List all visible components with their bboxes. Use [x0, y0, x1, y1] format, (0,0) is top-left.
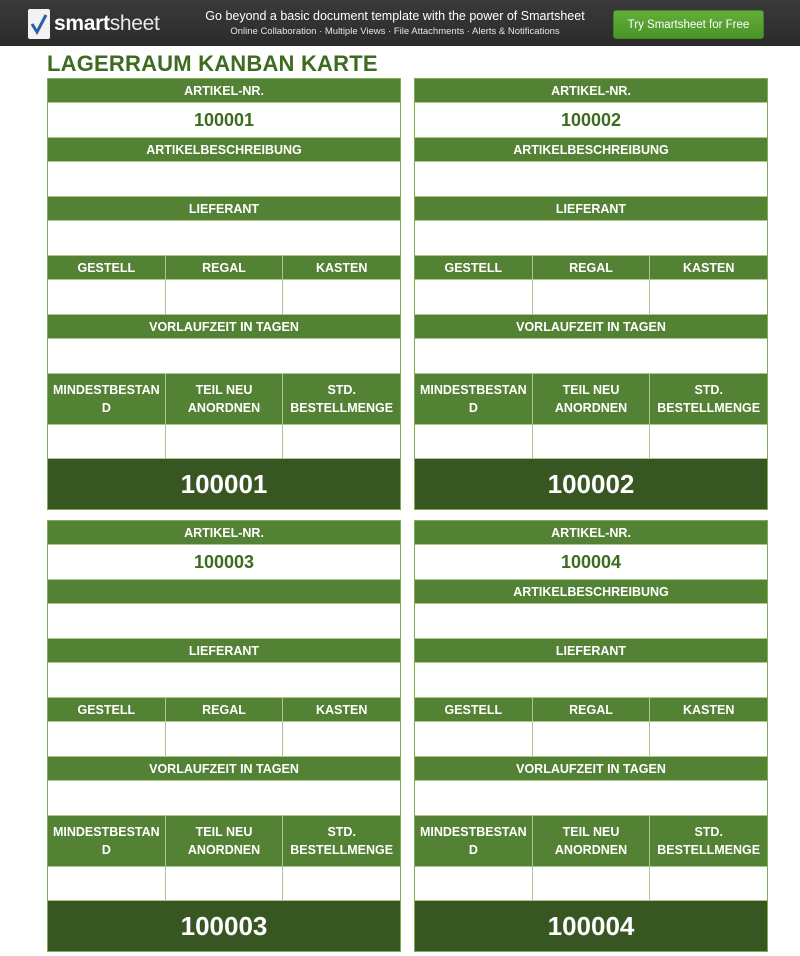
location-row [415, 279, 767, 315]
bestand-row [48, 424, 400, 459]
kasten-label: KASTEN [315, 702, 368, 717]
lieferant-row [48, 662, 400, 698]
teil-neu-anordnen-field[interactable] [533, 425, 651, 458]
artikelbeschreibung-field[interactable] [48, 162, 400, 196]
lieferant-row [48, 220, 400, 256]
location-header [415, 698, 767, 721]
regal-field[interactable] [533, 280, 651, 314]
vorlaufzeit-field[interactable] [415, 781, 767, 815]
artikel-nr-value[interactable]: 100003 [193, 551, 255, 572]
vorlaufzeit-row [415, 780, 767, 816]
gestell-label: GESTELL [48, 698, 166, 721]
vorlaufzeit-field[interactable] [415, 339, 767, 373]
lieferant-header [48, 197, 400, 220]
artikelbeschreibung-label [48, 580, 400, 603]
std-bestellmenge-field[interactable] [650, 425, 767, 458]
lieferant-label: LIEFERANT [188, 201, 260, 216]
regal-label: REGAL [166, 256, 284, 279]
vorlaufzeit-header [48, 757, 400, 780]
vorlaufzeit-header [415, 757, 767, 780]
card-footer-number: 100002 [415, 459, 767, 509]
vorlaufzeit-row [415, 338, 767, 374]
card-footer-number: 100004 [415, 901, 767, 951]
kanban-card-3 [47, 520, 401, 952]
regal-label: REGAL [533, 698, 651, 721]
artikelbeschreibung-row [48, 603, 400, 639]
bestand-header [48, 374, 400, 424]
artikel-nr-label: ARTIKEL-NR. [551, 83, 631, 98]
artikel-nr-header [48, 79, 400, 102]
vorlaufzeit-row [48, 338, 400, 374]
teil-neu-anordnen-label: TEIL NEU ANORDNEN [533, 816, 651, 866]
mindestbestand-label: MINDESTBESTAN D [415, 374, 533, 424]
artikel-nr-header [415, 79, 767, 102]
artikel-nr-label: ARTIKEL-NR. [551, 525, 631, 540]
gestell-label: GESTELL [415, 256, 533, 279]
lieferant-header [415, 197, 767, 220]
gestell-field[interactable] [415, 280, 533, 314]
kasten-field[interactable] [650, 722, 767, 756]
artikel-nr-header [415, 521, 767, 544]
artikelbeschreibung-label: ARTIKELBESCHREIBUNG [146, 142, 302, 157]
artikelbeschreibung-field[interactable] [415, 162, 767, 196]
checkmark-icon [28, 9, 50, 39]
mindestbestand-label: MINDESTBESTAN D [48, 816, 166, 866]
std-bestellmenge-label: STD. BESTELLMENGE [657, 825, 761, 857]
regal-field[interactable] [166, 280, 284, 314]
bestand-row [415, 866, 767, 901]
banner-tagline: Go beyond a basic document template with the power of Smartsheet [205, 9, 585, 23]
gestell-field[interactable] [48, 722, 166, 756]
std-bestellmenge-label: STD. BESTELLMENGE [290, 383, 394, 415]
location-row [415, 721, 767, 757]
vorlaufzeit-field[interactable] [48, 781, 400, 815]
artikelbeschreibung-field[interactable] [415, 604, 767, 638]
location-row [48, 721, 400, 757]
kasten-field[interactable] [283, 722, 400, 756]
artikel-nr-row [48, 102, 400, 138]
artikel-nr-row [415, 102, 767, 138]
vorlaufzeit-label: VORLAUFZEIT IN TAGEN [516, 319, 666, 334]
gestell-label: GESTELL [48, 256, 166, 279]
artikelbeschreibung-label: ARTIKELBESCHREIBUNG [513, 142, 669, 157]
vorlaufzeit-label: VORLAUFZEIT IN TAGEN [149, 319, 299, 334]
teil-neu-anordnen-field[interactable] [166, 425, 284, 458]
bestand-header [415, 374, 767, 424]
artikelbeschreibung-row [415, 603, 767, 639]
std-bestellmenge-field[interactable] [283, 425, 400, 458]
regal-label: REGAL [533, 256, 651, 279]
lieferant-row [415, 220, 767, 256]
artikel-nr-value[interactable]: 100004 [560, 551, 622, 572]
kasten-label: KASTEN [682, 702, 735, 717]
mindestbestand-label: MINDESTBESTAN D [415, 816, 533, 866]
lieferant-label: LIEFERANT [555, 643, 627, 658]
logo-wordmark: smartsheet [54, 12, 160, 35]
lieferant-header [48, 639, 400, 662]
bestand-row [48, 866, 400, 901]
gestell-field[interactable] [48, 280, 166, 314]
std-bestellmenge-field[interactable] [283, 867, 400, 900]
kanban-card-4 [414, 520, 768, 952]
artikel-nr-label: ARTIKEL-NR. [184, 525, 264, 540]
lieferant-label: LIEFERANT [188, 643, 260, 658]
lieferant-header [415, 639, 767, 662]
lieferant-field[interactable] [415, 663, 767, 697]
vorlaufzeit-row [48, 780, 400, 816]
bestand-row [415, 424, 767, 459]
kasten-field[interactable] [650, 280, 767, 314]
kanban-card-2 [414, 78, 768, 510]
regal-field[interactable] [166, 722, 284, 756]
vorlaufzeit-header [48, 315, 400, 338]
kasten-label: KASTEN [315, 260, 368, 275]
teil-neu-anordnen-field[interactable] [533, 867, 651, 900]
artikel-nr-header [48, 521, 400, 544]
lieferant-label: LIEFERANT [555, 201, 627, 216]
banner-features: Online Collaboration · Multiple Views · File Attachments · Alerts & Notifications [230, 26, 560, 37]
artikel-nr-label: ARTIKEL-NR. [184, 83, 264, 98]
location-header [415, 256, 767, 279]
regal-label: REGAL [166, 698, 284, 721]
artikel-nr-row [415, 544, 767, 580]
card-footer-number: 100003 [48, 901, 400, 951]
teil-neu-anordnen-label: TEIL NEU ANORDNEN [166, 816, 284, 866]
mindestbestand-label: MINDESTBESTAN D [48, 374, 166, 424]
teil-neu-anordnen-label: TEIL NEU ANORDNEN [166, 374, 284, 424]
bestand-header [48, 816, 400, 866]
gestell-field[interactable] [415, 722, 533, 756]
kasten-field[interactable] [283, 280, 400, 314]
lieferant-field[interactable] [48, 663, 400, 697]
artikelbeschreibung-header [415, 138, 767, 161]
lieferant-field[interactable] [415, 221, 767, 255]
location-header [48, 256, 400, 279]
lieferant-field[interactable] [48, 221, 400, 255]
mindestbestand-field[interactable] [48, 867, 166, 900]
teil-neu-anordnen-field[interactable] [166, 867, 284, 900]
regal-field[interactable] [533, 722, 651, 756]
smartsheet-logo[interactable] [28, 9, 160, 39]
artikelbeschreibung-header [415, 580, 767, 603]
kasten-label: KASTEN [682, 260, 735, 275]
artikelbeschreibung-field[interactable] [48, 604, 400, 638]
promo-banner [0, 0, 800, 46]
vorlaufzeit-field[interactable] [48, 339, 400, 373]
artikel-nr-row [48, 544, 400, 580]
card-footer-number: 100001 [48, 459, 400, 509]
std-bestellmenge-label: STD. BESTELLMENGE [290, 825, 394, 857]
mindestbestand-field[interactable] [415, 425, 533, 458]
artikelbeschreibung-row [415, 161, 767, 197]
try-free-button[interactable]: Try Smartsheet for Free [613, 10, 764, 39]
vorlaufzeit-header [415, 315, 767, 338]
artikelbeschreibung-header [48, 580, 400, 603]
mindestbestand-field[interactable] [415, 867, 533, 900]
std-bestellmenge-field[interactable] [650, 867, 767, 900]
page-title: LAGERRAUM KANBAN KARTE [47, 51, 378, 76]
artikel-nr-value[interactable]: 100002 [560, 109, 622, 130]
gestell-label: GESTELL [415, 698, 533, 721]
artikelbeschreibung-header [48, 138, 400, 161]
artikelbeschreibung-row [48, 161, 400, 197]
lieferant-row [415, 662, 767, 698]
teil-neu-anordnen-label: TEIL NEU ANORDNEN [533, 374, 651, 424]
location-header [48, 698, 400, 721]
mindestbestand-field[interactable] [48, 425, 166, 458]
std-bestellmenge-label: STD. BESTELLMENGE [657, 383, 761, 415]
artikelbeschreibung-label: ARTIKELBESCHREIBUNG [513, 584, 669, 599]
bestand-header [415, 816, 767, 866]
kanban-card-1 [47, 78, 401, 510]
vorlaufzeit-label: VORLAUFZEIT IN TAGEN [149, 761, 299, 776]
vorlaufzeit-label: VORLAUFZEIT IN TAGEN [516, 761, 666, 776]
artikel-nr-value[interactable]: 100001 [193, 109, 255, 130]
location-row [48, 279, 400, 315]
